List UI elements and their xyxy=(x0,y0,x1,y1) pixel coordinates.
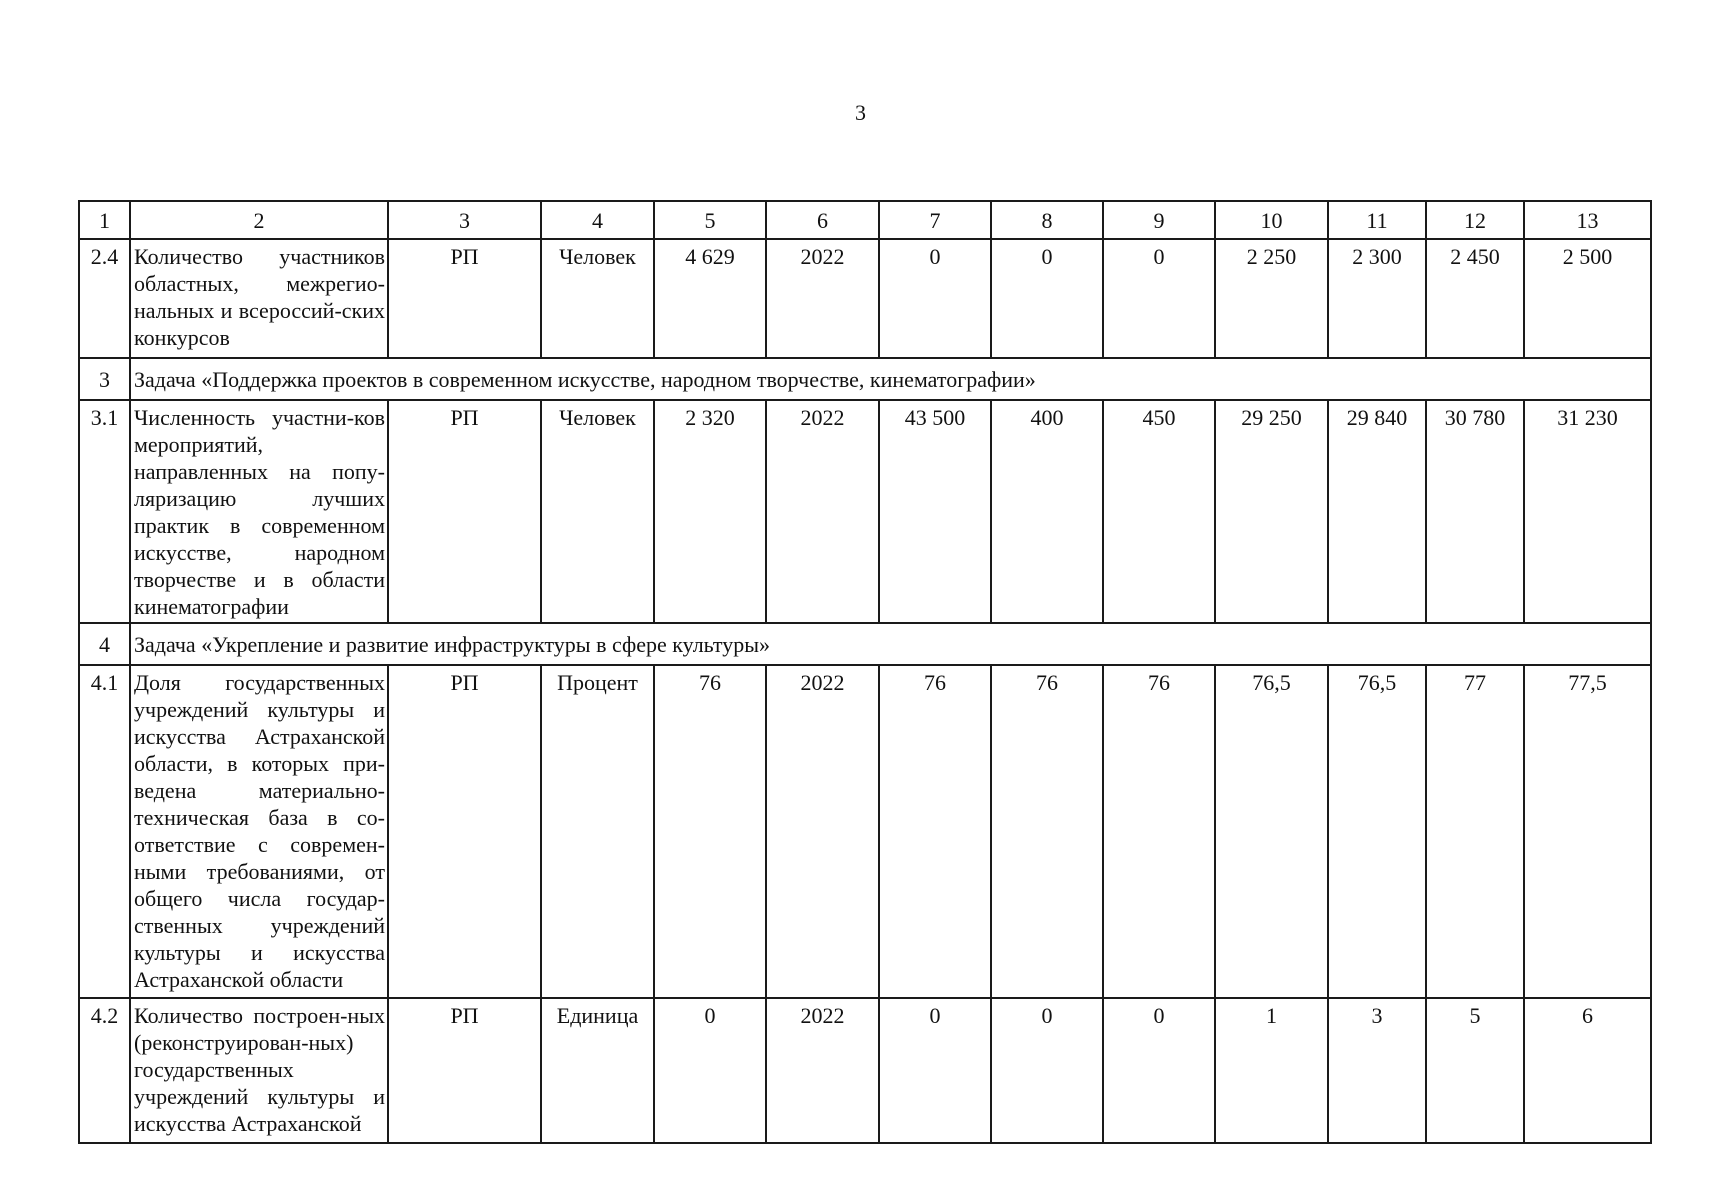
indicator-name: Количество построен-ных (реконструирован-ных) государственных учреждений культуры и искусства Астраханской xyxy=(130,998,388,1143)
table-cell: 76 xyxy=(654,665,766,998)
table-cell: 2022 xyxy=(766,400,879,623)
header-cell: 4 xyxy=(541,201,654,239)
table-cell: 5 xyxy=(1426,998,1524,1143)
page-number: 3 xyxy=(855,100,866,125)
header-cell: 12 xyxy=(1426,201,1524,239)
task-title: Задача «Поддержка проектов в современном искусстве, народном творчестве, кинематографии» xyxy=(130,358,1651,400)
indicator-name: Доля государственных учреждений культуры и искусства Астраханской области, в которых при-ведена материально-техническая база в со-ответствие с современ-ными требованиями, от общего числа государ-ственных учреждений культуры и искусства Астраханской области xyxy=(130,665,388,998)
table-cell: РП xyxy=(388,665,541,998)
indicator-name: Численность участни-ков мероприятий, направленных на попу-ляризацию лучших практик в современном искусстве, народном творчестве и в области кинематографии xyxy=(130,400,388,623)
table-cell: 77 xyxy=(1426,665,1524,998)
row-number: 4.1 xyxy=(79,665,130,998)
table-cell: 43 500 xyxy=(879,400,991,623)
table-cell: 76 xyxy=(991,665,1103,998)
table-cell: 1 xyxy=(1215,998,1328,1143)
table-cell: 76,5 xyxy=(1215,665,1328,998)
table-cell: 0 xyxy=(654,998,766,1143)
table-cell: Человек xyxy=(541,239,654,358)
table-cell: 0 xyxy=(879,239,991,358)
table-cell: 3 xyxy=(1328,998,1426,1143)
table-cell: РП xyxy=(388,998,541,1143)
header-cell: 11 xyxy=(1328,201,1426,239)
table-cell: 2022 xyxy=(766,998,879,1143)
header-cell: 6 xyxy=(766,201,879,239)
indicators-table xyxy=(78,200,1652,1144)
table-row xyxy=(79,239,1651,358)
table-row xyxy=(79,998,1651,1143)
row-number: 2.4 xyxy=(79,239,130,358)
table-cell: 29 250 xyxy=(1215,400,1328,623)
table-row xyxy=(79,400,1651,623)
table-header-row xyxy=(79,201,1651,239)
row-number: 3.1 xyxy=(79,400,130,623)
header-cell: 8 xyxy=(991,201,1103,239)
table-cell: РП xyxy=(388,239,541,358)
table-cell: 30 780 xyxy=(1426,400,1524,623)
table-cell: 6 xyxy=(1524,998,1651,1143)
table-cell: 76 xyxy=(879,665,991,998)
table-cell: 2022 xyxy=(766,665,879,998)
table-cell: Процент xyxy=(541,665,654,998)
table-cell: 2 450 xyxy=(1426,239,1524,358)
table-cell: 76,5 xyxy=(1328,665,1426,998)
table-cell: Единица xyxy=(541,998,654,1143)
row-number: 4 xyxy=(79,623,130,665)
table-cell: 2 500 xyxy=(1524,239,1651,358)
header-cell: 7 xyxy=(879,201,991,239)
table-cell: 450 xyxy=(1103,400,1215,623)
table-cell: 31 230 xyxy=(1524,400,1651,623)
table-cell: 0 xyxy=(991,239,1103,358)
table-row xyxy=(79,665,1651,998)
table-cell: 2 250 xyxy=(1215,239,1328,358)
table-cell: 0 xyxy=(879,998,991,1143)
table-cell: Человек xyxy=(541,400,654,623)
table-cell: 29 840 xyxy=(1328,400,1426,623)
header-cell: 3 xyxy=(388,201,541,239)
table-cell: 76 xyxy=(1103,665,1215,998)
row-number: 3 xyxy=(79,358,130,400)
header-cell: 2 xyxy=(130,201,388,239)
indicator-name: Количество участников областных, межрегио-нальных и всероссий-ских конкурсов xyxy=(130,239,388,358)
header-cell: 5 xyxy=(654,201,766,239)
table-cell: 77,5 xyxy=(1524,665,1651,998)
task-title: Задача «Укрепление и развитие инфраструктуры в сфере культуры» xyxy=(130,623,1651,665)
header-cell: 10 xyxy=(1215,201,1328,239)
table-cell: 0 xyxy=(991,998,1103,1143)
task-row xyxy=(79,623,1651,665)
table-cell: 2022 xyxy=(766,239,879,358)
table-cell: 0 xyxy=(1103,239,1215,358)
table-cell: 0 xyxy=(1103,998,1215,1143)
table-cell: 4 629 xyxy=(654,239,766,358)
table-cell: РП xyxy=(388,400,541,623)
table-cell: 400 xyxy=(991,400,1103,623)
row-number: 4.2 xyxy=(79,998,130,1143)
table-cell: 2 320 xyxy=(654,400,766,623)
header-cell: 13 xyxy=(1524,201,1651,239)
table-cell: 2 300 xyxy=(1328,239,1426,358)
header-cell: 1 xyxy=(79,201,130,239)
task-row xyxy=(79,358,1651,400)
header-cell: 9 xyxy=(1103,201,1215,239)
